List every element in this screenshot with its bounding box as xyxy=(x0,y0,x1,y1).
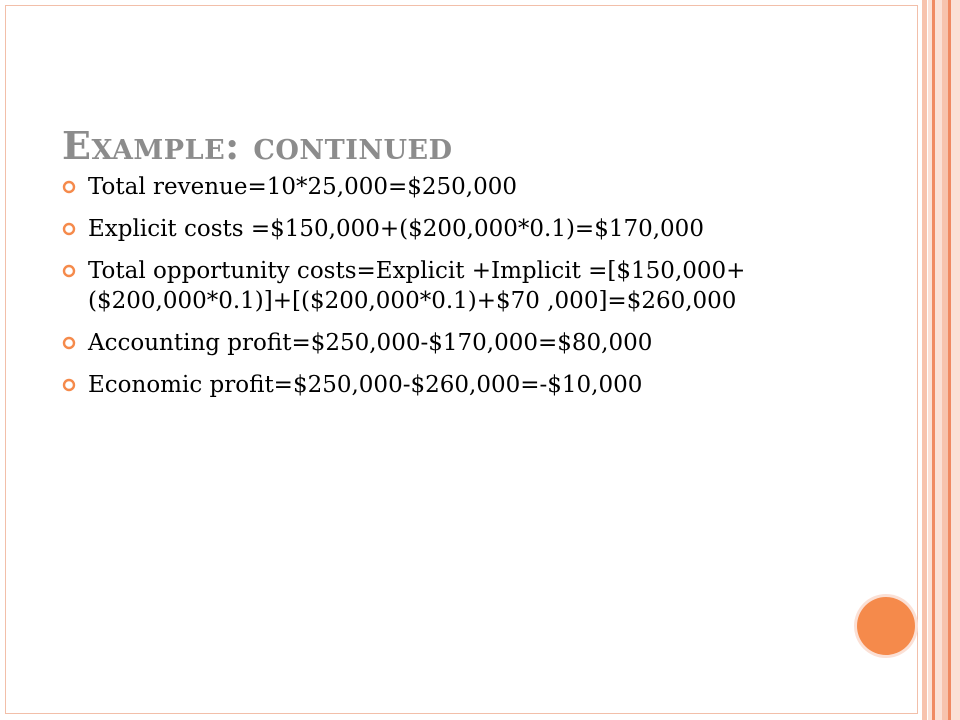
list-item xyxy=(62,214,832,244)
bullet-circle-icon xyxy=(62,336,76,350)
bullet-text: Explicit costs =$150,000+($200,000*0.1)=$170,000 xyxy=(88,216,704,242)
bullet-circle-icon xyxy=(62,180,76,194)
list-item xyxy=(62,172,832,202)
bullet-circle-icon xyxy=(62,222,76,236)
decor-stripe-7 xyxy=(951,0,960,720)
list-item xyxy=(62,370,832,400)
list-item xyxy=(62,256,832,316)
bullet-text: Total opportunity costs=Explicit +Implicit =[$150,000+($200,000*0.1)]+[($200,000*0.1)+$70 ,000]=$260,000 xyxy=(88,258,746,314)
bullet-text: Economic profit=$250,000-$260,000=-$10,000 xyxy=(88,372,643,398)
decor-stripe-4 xyxy=(935,0,942,720)
bullet-circle-icon xyxy=(62,378,76,392)
bullet-text: Accounting profit=$250,000-$170,000=$80,000 xyxy=(88,330,653,356)
slide-title: Example: continued xyxy=(62,123,453,169)
decorative-circle xyxy=(857,597,915,655)
bullet-text: Total revenue=10*25,000=$250,000 xyxy=(88,174,518,200)
bullet-circle-icon xyxy=(62,264,76,278)
decor-stripe-1 xyxy=(922,0,927,720)
bullet-list xyxy=(62,172,832,412)
list-item xyxy=(62,328,832,358)
